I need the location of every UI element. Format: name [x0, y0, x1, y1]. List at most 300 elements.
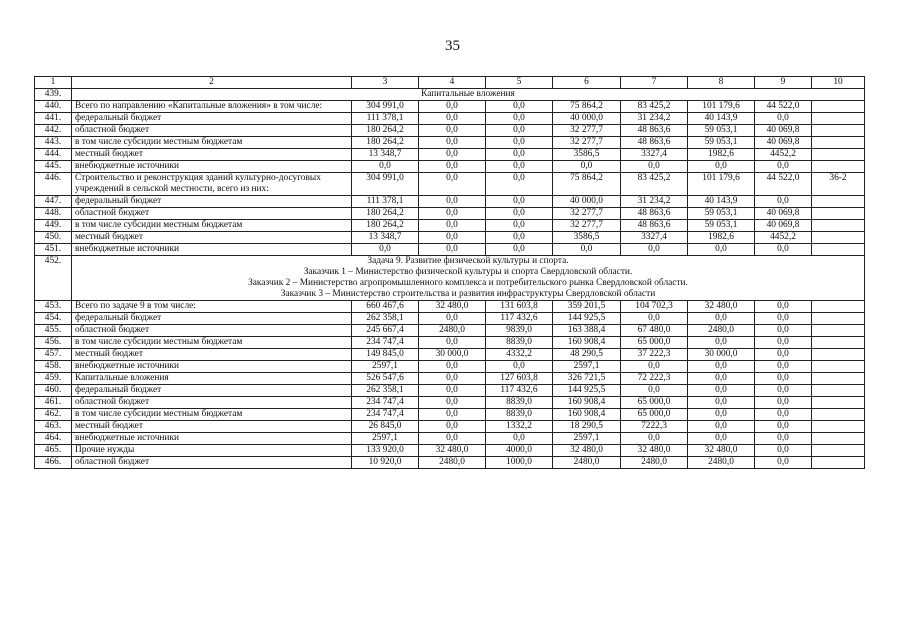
- value-cell: 111 378,1: [352, 113, 419, 125]
- header-cell: 3: [352, 77, 419, 89]
- table-row: [35, 125, 865, 137]
- value-cell: 8839,0: [486, 409, 553, 421]
- value-cell: 3586,5: [553, 149, 621, 161]
- value-cell: 144 925,5: [553, 313, 621, 325]
- value-cell: 0,0: [419, 361, 486, 373]
- value-cell: 40 069,8: [755, 220, 812, 232]
- value-cell: 144 925,5: [553, 385, 621, 397]
- value-cell: 32 480,0: [553, 445, 621, 457]
- value-cell: 180 264,2: [352, 137, 419, 149]
- value-cell: 65 000,0: [621, 409, 688, 421]
- value-cell: 0,0: [755, 397, 812, 409]
- row-number: 460.: [35, 385, 72, 397]
- value-cell: 0,0: [486, 196, 553, 208]
- value-cell: 160 908,4: [553, 397, 621, 409]
- value-cell: 0,0: [688, 373, 755, 385]
- value-cell: 326 721,5: [553, 373, 621, 385]
- row-description: в том числе субсидии местным бюджетам: [72, 409, 352, 421]
- table-row: [35, 208, 865, 220]
- value-cell: 59 053,1: [688, 208, 755, 220]
- value-cell: 660 467,6: [352, 301, 419, 313]
- value-cell: 0,0: [755, 301, 812, 313]
- value-cell: 0,0: [688, 421, 755, 433]
- value-cell: 1982,6: [688, 149, 755, 161]
- value-cell: [812, 325, 865, 337]
- value-cell: 234 747,4: [352, 409, 419, 421]
- value-cell: 2480,0: [688, 457, 755, 469]
- header-cell: 6: [553, 77, 621, 89]
- value-cell: 117 432,6: [486, 313, 553, 325]
- table-row: [35, 385, 865, 397]
- row-description: Строительство и реконструкция зданий культурно-досуговых учреждений в сельской местности, всего из них:: [72, 173, 352, 196]
- value-cell: 3327,4: [621, 149, 688, 161]
- row-number: 459.: [35, 373, 72, 385]
- table-row: [35, 220, 865, 232]
- value-cell: 2480,0: [621, 457, 688, 469]
- value-cell: 26 845,0: [352, 421, 419, 433]
- value-cell: 40 000,0: [553, 113, 621, 125]
- value-cell: 0,0: [755, 409, 812, 421]
- value-cell: 65 000,0: [621, 397, 688, 409]
- value-cell: 2480,0: [419, 325, 486, 337]
- table-row: [35, 101, 865, 113]
- value-cell: 0,0: [419, 220, 486, 232]
- value-cell: 4000,0: [486, 445, 553, 457]
- table-row: [35, 137, 865, 149]
- row-description: Капитальные вложения: [72, 373, 352, 385]
- value-cell: 0,0: [419, 149, 486, 161]
- value-cell: 72 222,3: [621, 373, 688, 385]
- value-cell: 48 863,6: [621, 125, 688, 137]
- row-description: областной бюджет: [72, 125, 352, 137]
- value-cell: 0,0: [688, 361, 755, 373]
- value-cell: [812, 125, 865, 137]
- value-cell: 0,0: [419, 373, 486, 385]
- value-cell: 117 432,6: [486, 385, 553, 397]
- value-cell: 59 053,1: [688, 125, 755, 137]
- value-cell: 0,0: [755, 325, 812, 337]
- value-cell: 3586,5: [553, 232, 621, 244]
- value-cell: 32 277,7: [553, 125, 621, 137]
- value-cell: 10 920,0: [352, 457, 419, 469]
- value-cell: 7222,3: [621, 421, 688, 433]
- value-cell: 0,0: [755, 457, 812, 469]
- value-cell: 304 991,0: [352, 173, 419, 196]
- row-number: 451.: [35, 244, 72, 256]
- value-cell: 0,0: [486, 161, 553, 173]
- header-cell: 4: [419, 77, 486, 89]
- row-number: 448.: [35, 208, 72, 220]
- value-cell: 0,0: [419, 397, 486, 409]
- value-cell: 0,0: [688, 313, 755, 325]
- value-cell: 1982,6: [688, 232, 755, 244]
- value-cell: 0,0: [486, 101, 553, 113]
- value-cell: [812, 421, 865, 433]
- row-description: федеральный бюджет: [72, 113, 352, 125]
- table-header-row: [35, 77, 865, 89]
- value-cell: 0,0: [352, 161, 419, 173]
- row-number: 440.: [35, 101, 72, 113]
- value-cell: 4452,2: [755, 149, 812, 161]
- table-row: [35, 445, 865, 457]
- table-row: [35, 373, 865, 385]
- value-cell: [812, 232, 865, 244]
- value-cell: 245 667,4: [352, 325, 419, 337]
- value-cell: 40 143,9: [688, 113, 755, 125]
- row-number: 445.: [35, 161, 72, 173]
- value-cell: 262 358,1: [352, 313, 419, 325]
- value-cell: 104 702,3: [621, 301, 688, 313]
- row-number: 457.: [35, 349, 72, 361]
- value-cell: [812, 113, 865, 125]
- section-title: Капитальные вложения: [72, 89, 865, 101]
- value-cell: [812, 457, 865, 469]
- row-description: местный бюджет: [72, 232, 352, 244]
- value-cell: 48 863,6: [621, 220, 688, 232]
- row-description: в том числе субсидии местным бюджетам: [72, 220, 352, 232]
- table-row: [35, 301, 865, 313]
- value-cell: 0,0: [419, 137, 486, 149]
- header-cell: 2: [72, 77, 352, 89]
- value-cell: 32 277,7: [553, 208, 621, 220]
- row-number: 453.: [35, 301, 72, 313]
- table-row: [35, 149, 865, 161]
- row-number: 455.: [35, 325, 72, 337]
- value-cell: 2597,1: [352, 433, 419, 445]
- value-cell: 13 348,7: [352, 232, 419, 244]
- header-cell: 10: [812, 77, 865, 89]
- table-row: [35, 349, 865, 361]
- value-cell: 2480,0: [553, 457, 621, 469]
- value-cell: 2480,0: [688, 325, 755, 337]
- value-cell: 0,0: [486, 433, 553, 445]
- row-number: 466.: [35, 457, 72, 469]
- section-row: [35, 89, 865, 101]
- row-number: 454.: [35, 313, 72, 325]
- value-cell: 0,0: [688, 244, 755, 256]
- value-cell: 67 480,0: [621, 325, 688, 337]
- value-cell: 0,0: [621, 433, 688, 445]
- row-description: областной бюджет: [72, 208, 352, 220]
- row-number: 449.: [35, 220, 72, 232]
- value-cell: 101 179,6: [688, 173, 755, 196]
- value-cell: [812, 361, 865, 373]
- row-description: областной бюджет: [72, 397, 352, 409]
- value-cell: 0,0: [553, 244, 621, 256]
- table-row: [35, 337, 865, 349]
- row-description: внебюджетные источники: [72, 433, 352, 445]
- row-number: 442.: [35, 125, 72, 137]
- value-cell: 59 053,1: [688, 137, 755, 149]
- value-cell: 0,0: [755, 433, 812, 445]
- table-row: [35, 173, 865, 196]
- task-line: Заказчик 2 – Министерство агропромышленного комплекса и потребительского рынка Свердловской области.: [248, 278, 688, 288]
- value-cell: 48 863,6: [621, 208, 688, 220]
- value-cell: [812, 433, 865, 445]
- value-cell: [812, 244, 865, 256]
- value-cell: 83 425,2: [621, 101, 688, 113]
- value-cell: 31 234,2: [621, 113, 688, 125]
- value-cell: 1332,2: [486, 421, 553, 433]
- row-description: внебюджетные источники: [72, 244, 352, 256]
- value-cell: 0,0: [419, 232, 486, 244]
- value-cell: 2597,1: [352, 361, 419, 373]
- value-cell: 75 864,2: [553, 101, 621, 113]
- value-cell: 0,0: [755, 196, 812, 208]
- table-row: [35, 244, 865, 256]
- table-row: [35, 397, 865, 409]
- row-description: областной бюджет: [72, 325, 352, 337]
- value-cell: 0,0: [419, 244, 486, 256]
- row-description: федеральный бюджет: [72, 385, 352, 397]
- table-row: [35, 113, 865, 125]
- value-cell: 0,0: [486, 125, 553, 137]
- value-cell: [812, 385, 865, 397]
- value-cell: 0,0: [419, 196, 486, 208]
- value-cell: [812, 349, 865, 361]
- value-cell: 32 480,0: [419, 301, 486, 313]
- value-cell: 40 069,8: [755, 125, 812, 137]
- value-cell: 0,0: [419, 208, 486, 220]
- table-row: [35, 421, 865, 433]
- value-cell: [812, 208, 865, 220]
- value-cell: [812, 220, 865, 232]
- value-cell: 3327,4: [621, 232, 688, 244]
- value-cell: 359 201,5: [553, 301, 621, 313]
- value-cell: [812, 301, 865, 313]
- value-cell: 1000,0: [486, 457, 553, 469]
- value-cell: [812, 373, 865, 385]
- value-cell: [812, 409, 865, 421]
- value-cell: 0,0: [419, 125, 486, 137]
- value-cell: [812, 161, 865, 173]
- value-cell: 0,0: [486, 208, 553, 220]
- value-cell: [812, 196, 865, 208]
- row-number: 456.: [35, 337, 72, 349]
- value-cell: 0,0: [419, 385, 486, 397]
- value-cell: 40 069,8: [755, 137, 812, 149]
- value-cell: 133 920,0: [352, 445, 419, 457]
- value-cell: 44 522,0: [755, 173, 812, 196]
- value-cell: 0,0: [621, 361, 688, 373]
- value-cell: [812, 445, 865, 457]
- value-cell: 160 908,4: [553, 337, 621, 349]
- value-cell: 0,0: [755, 445, 812, 457]
- value-cell: 0,0: [486, 113, 553, 125]
- row-number: 461.: [35, 397, 72, 409]
- row-number: 450.: [35, 232, 72, 244]
- value-cell: 0,0: [755, 385, 812, 397]
- table-row: [35, 313, 865, 325]
- value-cell: 0,0: [688, 337, 755, 349]
- value-cell: [812, 101, 865, 113]
- value-cell: 0,0: [419, 101, 486, 113]
- value-cell: 163 388,4: [553, 325, 621, 337]
- value-cell: 0,0: [688, 385, 755, 397]
- value-cell: 0,0: [419, 421, 486, 433]
- value-cell: 262 358,1: [352, 385, 419, 397]
- row-description: федеральный бюджет: [72, 313, 352, 325]
- value-cell: 0,0: [688, 433, 755, 445]
- row-description: Прочие нужды: [72, 445, 352, 457]
- value-cell: 2597,1: [553, 361, 621, 373]
- value-cell: 160 908,4: [553, 409, 621, 421]
- row-number: 452.: [35, 256, 72, 301]
- value-cell: 32 480,0: [688, 301, 755, 313]
- task-row: [35, 256, 865, 301]
- header-cell: 8: [688, 77, 755, 89]
- value-cell: 30 000,0: [688, 349, 755, 361]
- value-cell: 0,0: [553, 161, 621, 173]
- value-cell: 0,0: [688, 161, 755, 173]
- value-cell: [812, 137, 865, 149]
- value-cell: 48 863,6: [621, 137, 688, 149]
- value-cell: 0,0: [755, 421, 812, 433]
- row-description: местный бюджет: [72, 349, 352, 361]
- task-description: [72, 256, 865, 301]
- value-cell: 32 480,0: [419, 445, 486, 457]
- value-cell: 40 000,0: [553, 196, 621, 208]
- table-row: [35, 161, 865, 173]
- table-row: [35, 409, 865, 421]
- row-number: 458.: [35, 361, 72, 373]
- value-cell: 83 425,2: [621, 173, 688, 196]
- value-cell: [812, 397, 865, 409]
- row-number: 465.: [35, 445, 72, 457]
- table-row: [35, 361, 865, 373]
- value-cell: 48 290,5: [553, 349, 621, 361]
- value-cell: 31 234,2: [621, 196, 688, 208]
- budget-table: [34, 76, 865, 469]
- value-cell: 32 277,7: [553, 137, 621, 149]
- value-cell: 127 603,8: [486, 373, 553, 385]
- row-description: Всего по направлению «Капитальные вложения» в том числе:: [72, 101, 352, 113]
- row-number: 441.: [35, 113, 72, 125]
- row-number: 446.: [35, 173, 72, 196]
- header-cell: 1: [35, 77, 72, 89]
- value-cell: [812, 149, 865, 161]
- row-description: федеральный бюджет: [72, 196, 352, 208]
- value-cell: 0,0: [419, 173, 486, 196]
- row-description: Всего по задаче 9 в том числе:: [72, 301, 352, 313]
- table-row: [35, 196, 865, 208]
- value-cell: 9839,0: [486, 325, 553, 337]
- row-number: 463.: [35, 421, 72, 433]
- row-description: внебюджетные источники: [72, 161, 352, 173]
- value-cell: 111 378,1: [352, 196, 419, 208]
- value-cell: 0,0: [486, 173, 553, 196]
- row-number: 447.: [35, 196, 72, 208]
- value-cell: 0,0: [755, 313, 812, 325]
- row-number: 462.: [35, 409, 72, 421]
- value-cell: 234 747,4: [352, 337, 419, 349]
- table-row: [35, 457, 865, 469]
- value-cell: 0,0: [419, 313, 486, 325]
- row-description: областной бюджет: [72, 457, 352, 469]
- row-description: местный бюджет: [72, 149, 352, 161]
- value-cell: 0,0: [419, 337, 486, 349]
- value-cell: 65 000,0: [621, 337, 688, 349]
- row-description: в том числе субсидии местным бюджетам: [72, 337, 352, 349]
- value-cell: 40 143,9: [688, 196, 755, 208]
- value-cell: 30 000,0: [419, 349, 486, 361]
- row-description: местный бюджет: [72, 421, 352, 433]
- value-cell: 149 845,0: [352, 349, 419, 361]
- value-cell: [812, 313, 865, 325]
- value-cell: 2597,1: [553, 433, 621, 445]
- value-cell: 44 522,0: [755, 101, 812, 113]
- value-cell: 4332,2: [486, 349, 553, 361]
- value-cell: 75 864,2: [553, 173, 621, 196]
- value-cell: 32 277,7: [553, 220, 621, 232]
- value-cell: 0,0: [352, 244, 419, 256]
- value-cell: 59 053,1: [688, 220, 755, 232]
- header-cell: 9: [755, 77, 812, 89]
- task-line: Заказчик 1 – Министерство физической культуры и спорта Свердловской области.: [303, 267, 633, 277]
- value-cell: 0,0: [621, 385, 688, 397]
- value-cell: 0,0: [419, 409, 486, 421]
- row-number: 444.: [35, 149, 72, 161]
- value-cell: 40 069,8: [755, 208, 812, 220]
- value-cell: 0,0: [621, 244, 688, 256]
- value-cell: 0,0: [419, 161, 486, 173]
- value-cell: 37 222,3: [621, 349, 688, 361]
- value-cell: 101 179,6: [688, 101, 755, 113]
- value-cell: 234 747,4: [352, 397, 419, 409]
- value-cell: 0,0: [486, 232, 553, 244]
- table-body: [35, 89, 865, 469]
- value-cell: 0,0: [486, 361, 553, 373]
- row-description: внебюджетные источники: [72, 361, 352, 373]
- value-cell: 18 290,5: [553, 421, 621, 433]
- value-cell: 180 264,2: [352, 220, 419, 232]
- value-cell: 0,0: [486, 149, 553, 161]
- value-cell: 0,0: [755, 349, 812, 361]
- value-cell: 180 264,2: [352, 208, 419, 220]
- table-row: [35, 325, 865, 337]
- value-cell: 2480,0: [419, 457, 486, 469]
- value-cell: 0,0: [486, 244, 553, 256]
- value-cell: [812, 337, 865, 349]
- page-number: 35: [445, 38, 460, 54]
- value-cell: 0,0: [486, 137, 553, 149]
- value-cell: 0,0: [755, 244, 812, 256]
- value-cell: 0,0: [755, 113, 812, 125]
- value-cell: 4452,2: [755, 232, 812, 244]
- row-number: 443.: [35, 137, 72, 149]
- value-cell: 36-2: [812, 173, 865, 196]
- value-cell: 13 348,7: [352, 149, 419, 161]
- header-cell: 5: [486, 77, 553, 89]
- task-line: Задача 9. Развитие физической культуры и спорта.: [367, 256, 569, 266]
- table-row: [35, 232, 865, 244]
- value-cell: 0,0: [621, 161, 688, 173]
- task-line: Заказчик 3 – Министерство строительства и развития инфраструктуры Свердловской области: [280, 289, 656, 299]
- table-row: [35, 433, 865, 445]
- value-cell: 32 480,0: [621, 445, 688, 457]
- value-cell: 0,0: [419, 113, 486, 125]
- row-description: в том числе субсидии местным бюджетам: [72, 137, 352, 149]
- value-cell: 8839,0: [486, 337, 553, 349]
- row-number: 439.: [35, 89, 72, 101]
- value-cell: 131 603,8: [486, 301, 553, 313]
- value-cell: 0,0: [688, 409, 755, 421]
- value-cell: 0,0: [755, 337, 812, 349]
- value-cell: 8839,0: [486, 397, 553, 409]
- row-number: 464.: [35, 433, 72, 445]
- value-cell: 0,0: [419, 433, 486, 445]
- value-cell: 0,0: [621, 313, 688, 325]
